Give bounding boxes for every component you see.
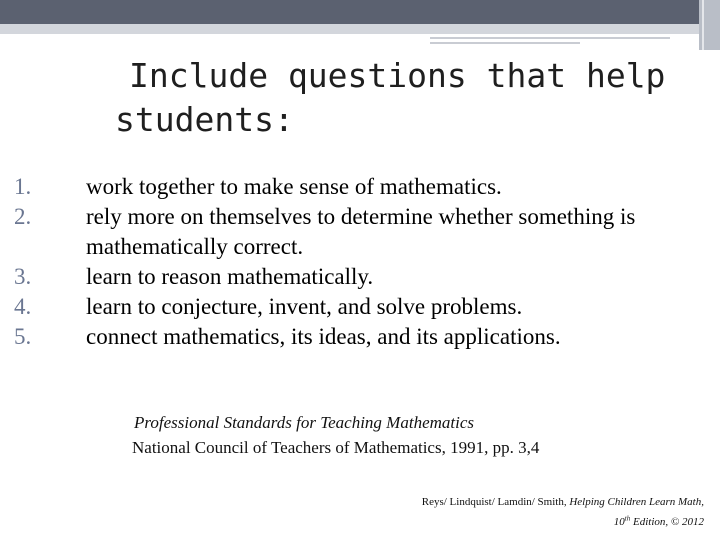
question-list	[14, 172, 704, 352]
credit-edition-suffix: th	[624, 514, 631, 522]
list-number: 5.	[14, 324, 32, 349]
header-subband	[0, 24, 720, 34]
list-item	[14, 202, 704, 262]
list-number: 4.	[14, 294, 32, 319]
list-item	[14, 322, 704, 352]
list-item-text: connect mathematics, its ideas, and its applications.	[86, 324, 561, 349]
decorative-stripe	[430, 42, 580, 44]
corner-decoration	[699, 0, 720, 50]
credit-edition-number: 10	[613, 515, 625, 528]
list-number: 3.	[14, 264, 32, 289]
list-number: 1.	[14, 174, 32, 199]
list-item-text: work together to make sense of mathematics.	[86, 174, 502, 199]
textbook-credit	[284, 494, 704, 530]
list-item	[14, 262, 704, 292]
credit-authors: Reys/ Lindquist/ Lamdin/ Smith,	[421, 496, 570, 508]
list-item-text: learn to reason mathematically.	[86, 264, 374, 289]
list-item	[14, 172, 704, 202]
list-item-text: rely more on themselves to determine whether something is mathematically correct.	[86, 204, 636, 259]
slide-title: Include questions that help students:	[115, 56, 666, 139]
credit-edition-rest: Edition, © 2012	[630, 515, 704, 528]
list-item	[14, 292, 704, 322]
source-title: Professional Standards for Teaching Mathematics	[134, 413, 474, 432]
decorative-stripe	[430, 37, 670, 39]
header-band	[0, 0, 720, 24]
list-item-text: learn to conjecture, invent, and solve problems.	[86, 294, 523, 319]
list-number: 2.	[14, 204, 32, 229]
credit-book-title: Helping Children Learn Math,	[569, 496, 704, 508]
source-publisher: National Council of Teachers of Mathematics, 1991, pp. 3,4	[132, 438, 540, 457]
